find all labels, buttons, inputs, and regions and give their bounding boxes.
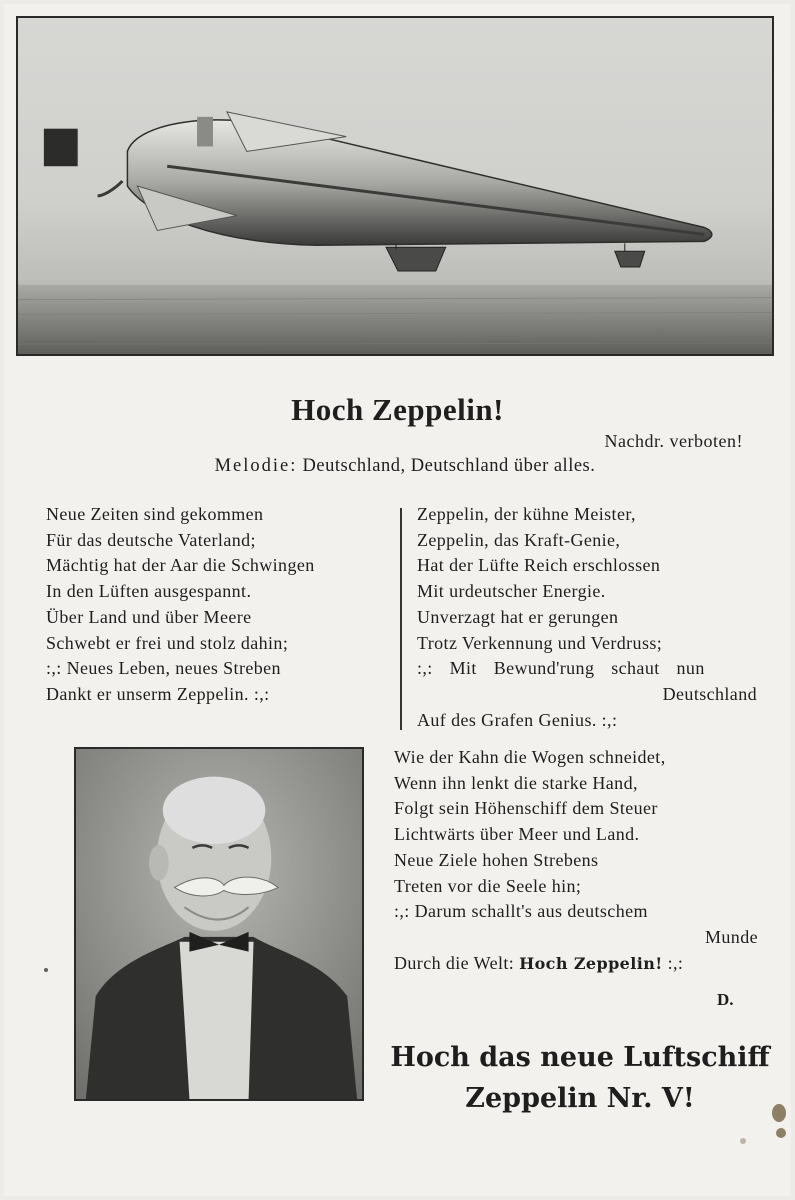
footer-line-1: Hoch das neue Luftschiff: [390, 1042, 770, 1073]
portrait-photo: [74, 747, 364, 1101]
verse-line: Lichtwärts über Meer und Land.: [394, 824, 640, 845]
verse-1: [46, 502, 315, 708]
verse-line: Dankt er unserm Zeppelin. :,:: [46, 683, 270, 704]
verse-2: [417, 502, 757, 733]
stain-mark: [44, 968, 48, 972]
verse-line-bold: Hoch Zeppelin!: [519, 953, 663, 973]
melody-label: Melodie:: [214, 456, 298, 476]
verse-line: :,: Darum schallt's aus deutschem: [394, 901, 648, 922]
verse-3: [394, 745, 758, 976]
verse-line: Mächtig hat der Aar die Schwingen: [46, 555, 315, 576]
verse-line-suffix: :,:: [667, 952, 684, 973]
verse-line: In den Lüften ausgespannt.: [46, 581, 252, 602]
column-divider: [400, 508, 402, 730]
verse-line: Neue Ziele hohen Strebens: [394, 849, 599, 870]
verse-line: Munde: [705, 926, 758, 947]
verse-line: Mit urdeutscher Energie.: [417, 581, 606, 602]
page-title: Hoch Zeppelin!: [291, 392, 504, 427]
verse-line: :,: Neues Leben, neues Streben: [46, 658, 281, 679]
stain-mark: [776, 1128, 786, 1138]
melody-line: [0, 456, 795, 477]
verse-line: :,: Mit Bewund'rung schaut nun: [417, 658, 705, 679]
verse-line: Zeppelin, der kühne Meister,: [417, 504, 636, 524]
verse-line: Auf des Grafen Genius. :,:: [417, 709, 618, 730]
stain-mark: [740, 1138, 746, 1144]
verse-line: Schwebt er frei und stolz dahin;: [46, 632, 289, 653]
verse-line: Trotz Verkennung und Verdruss;: [417, 632, 663, 653]
reprint-note: Nachdr. verboten!: [604, 431, 743, 451]
verse-line: Neue Zeiten sind gekommen: [46, 504, 264, 524]
verse-line: Für das deutsche Vaterland;: [46, 529, 256, 550]
melody-text: Deutschland, Deutschland über alles.: [302, 456, 596, 476]
footer-line-2: Zeppelin Nr. V!: [465, 1083, 695, 1114]
signature: D.: [717, 990, 734, 1009]
verse-line: Über Land und über Meere: [46, 606, 252, 627]
verse-final-line: [394, 951, 758, 977]
verse-line: Wenn ihn lenkt die starke Hand,: [394, 772, 638, 793]
verse-line-prefix: Durch die Welt:: [394, 952, 515, 973]
verse-line: Deutschland: [662, 683, 757, 704]
verse-line: Unverzagt hat er gerungen: [417, 606, 619, 627]
verse-line: Treten vor die Seele hin;: [394, 875, 582, 896]
verse-line: Zeppelin, das Kraft-Genie,: [417, 529, 621, 550]
verse-line: Folgt sein Höhenschiff dem Steuer: [394, 798, 658, 819]
verse-line: Wie der Kahn die Wogen schneidet,: [394, 747, 666, 767]
airship-photo: [16, 16, 774, 356]
verse-line: Hat der Lüfte Reich erschlossen: [417, 555, 661, 576]
stain-mark: [772, 1104, 786, 1122]
